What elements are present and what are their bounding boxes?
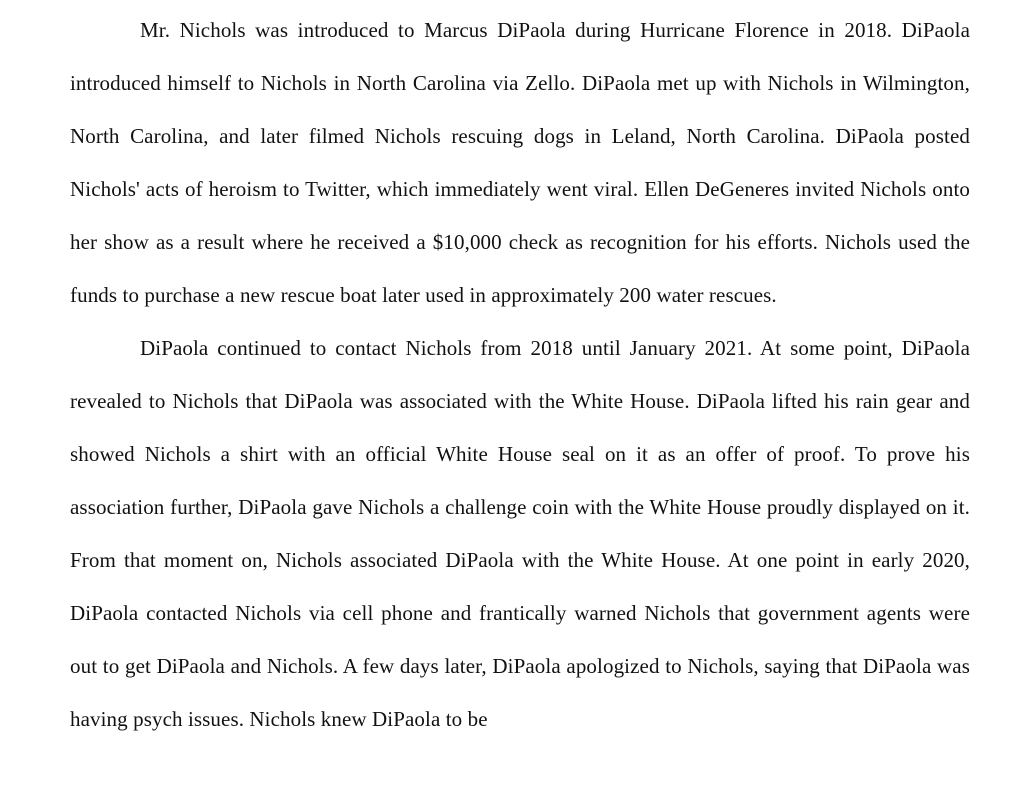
paragraph-1: Mr. Nichols was introduced to Marcus DiPaola during Hurricane Florence in 2018. DiPaola introduced himself to Nichols in North Carolina via Zello. DiPaola met up with Nichols in Wilmington, North Carolina, and later filmed Nichols rescuing dogs in Leland, North Carolina. DiPaola posted Nichols' acts of heroism to Twitter, which immediately went viral. Ellen DeGeneres invited Nichols onto her show as a result where he received a $10,000 check as recognition for his efforts. Nichols used the funds to purchase a new rescue boat later used in approximately 200 water rescues. bbox=[70, 18, 970, 307]
document-body bbox=[70, 4, 970, 746]
paragraph-2: DiPaola continued to contact Nichols from 2018 until January 2021. At some point, DiPaola revealed to Nichols that DiPaola was associated with the White House. DiPaola lifted his rain gear and showed Nichols a shirt with an official White House seal on it as an offer of proof. To prove his association further, DiPaola gave Nichols a challenge coin with the White House proudly displayed on it. From that moment on, Nichols associated DiPaola with the White House. At one point in early 2020, DiPaola contacted Nichols via cell phone and frantically warned Nichols that government agents were out to get DiPaola and Nichols. A few days later, DiPaola apologized to Nichols, saying that DiPaola was having psych issues. Nichols knew DiPaola to be bbox=[70, 336, 970, 731]
